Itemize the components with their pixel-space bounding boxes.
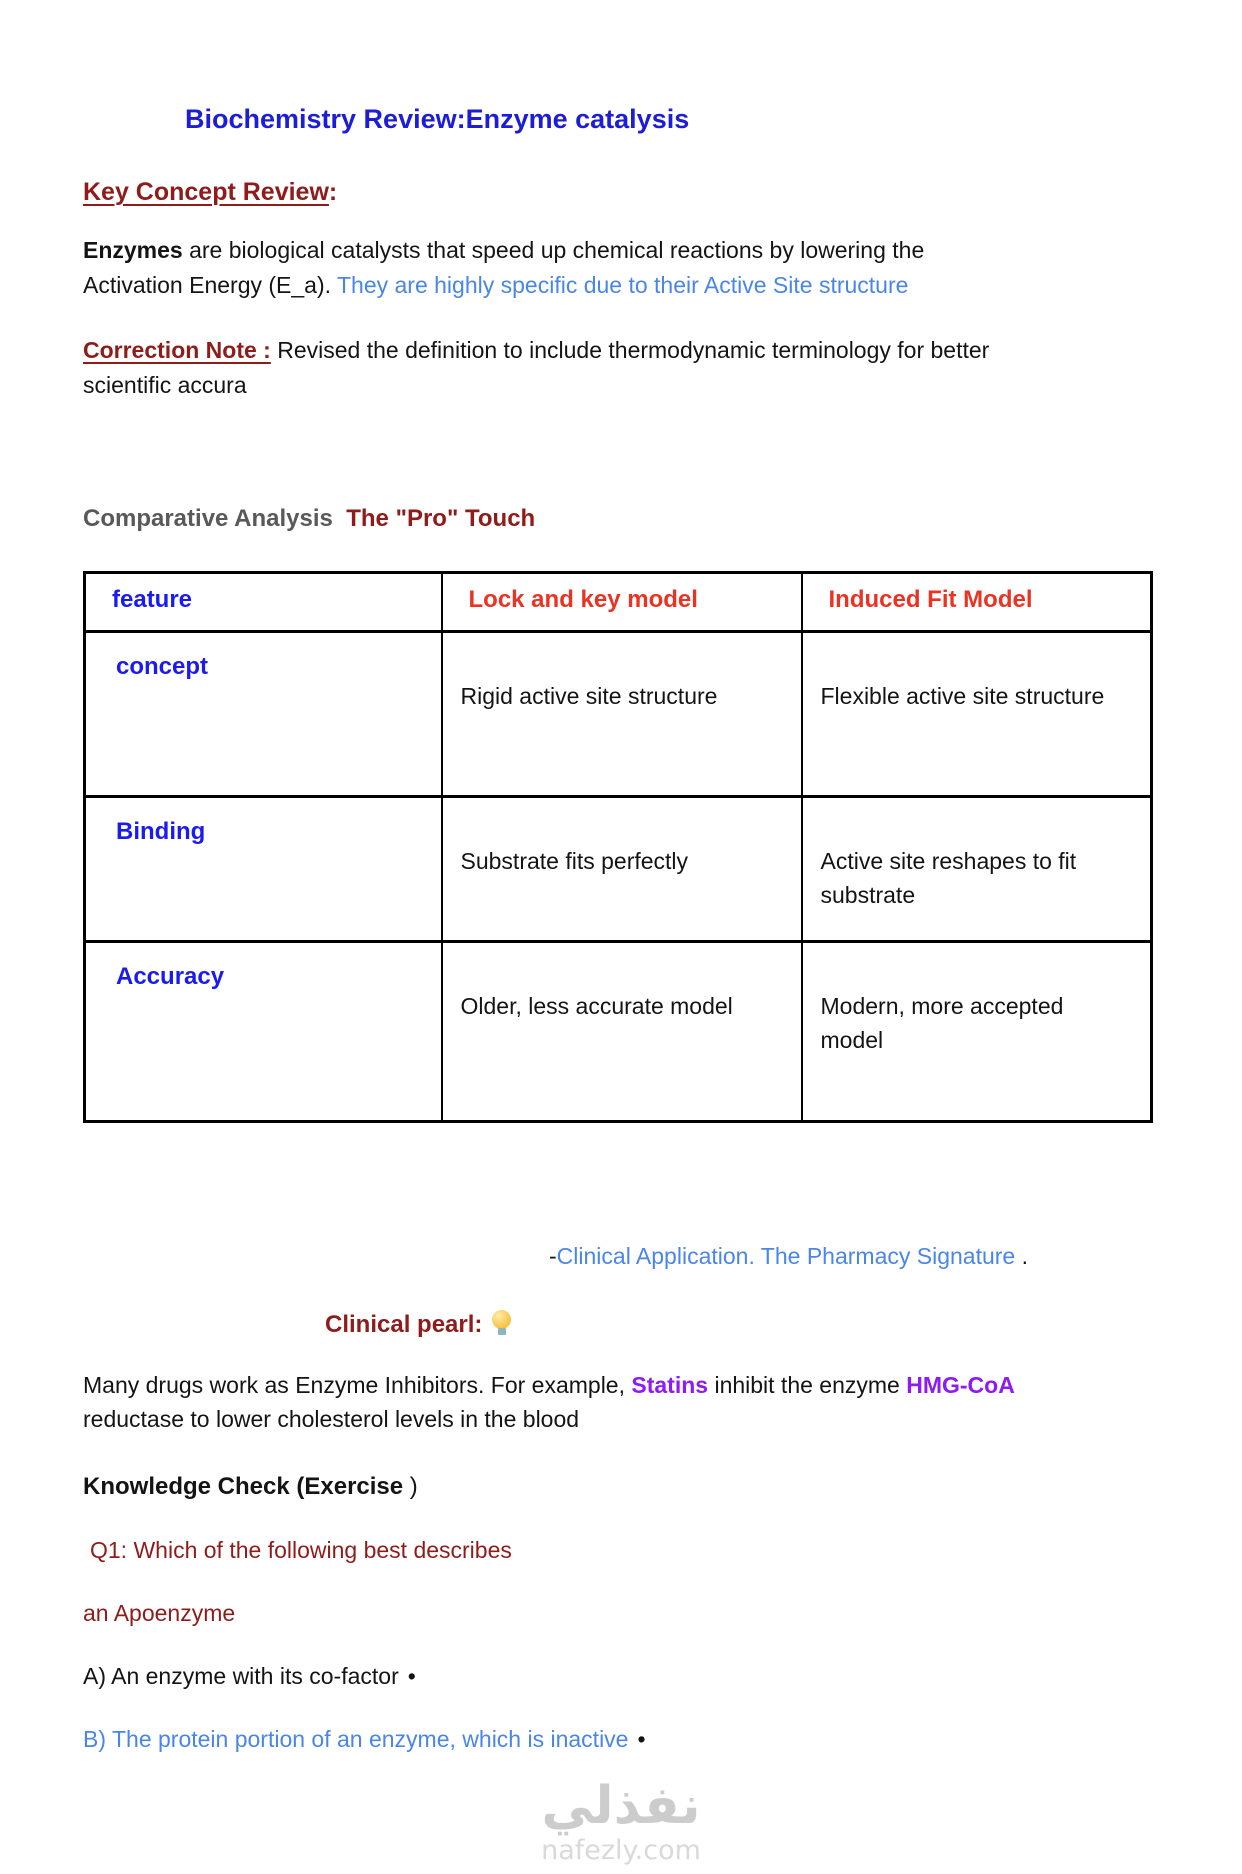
cell-concept-lock-key: Rigid active site structure [442,632,802,797]
watermark-logo-arabic: نفذلي [541,1776,701,1836]
row-label-concept: concept [85,632,442,797]
clinical-pearl-label: Clinical pearl: [325,1311,483,1338]
answer-option-b-bullet: • [637,1726,646,1752]
correction-note-paragraph [83,333,1173,403]
cell-concept-induced-fit: Flexible active site structure [802,632,1152,797]
correction-note-line2: scientific accura [83,372,247,398]
key-concept-heading [83,178,337,207]
knowledge-check-paren: ) [403,1473,418,1500]
row-label-accuracy: Accuracy [85,942,442,1122]
answer-option-b-text: B) The protein portion of an enzyme, which is inactive [83,1726,629,1752]
pro-touch-label: The "Pro" Touch [346,505,536,532]
comparison-table [83,571,1153,1123]
hmg-coa-term: HMG-CoA [906,1372,1015,1398]
clinical-application-line [549,1243,1028,1270]
answer-option-b [83,1726,646,1753]
enzymes-term: Enzymes [83,237,183,263]
watermark-domain: nafezly.com [541,1835,701,1866]
key-concept-heading-colon: : [328,178,338,206]
clinical-application-text: Clinical Application. The Pharmacy Signature [556,1243,1016,1269]
clinical-pearl-heading [325,1310,514,1339]
cell-accuracy-induced-fit [802,942,1152,1122]
clinical-application-period: . [1015,1243,1028,1269]
key-concept-heading-text: Key Concept Review [83,178,329,206]
heading-spacer [333,505,346,532]
enzymes-paragraph [83,233,1173,303]
table-header-lock-and-key: Lock and key model [442,573,802,632]
cell-accuracy-induced-fit-line1: Modern, more accepted [820,993,1064,1019]
clinical-application-dash: - [549,1243,557,1269]
answer-option-a-bullet: • [407,1663,416,1689]
statins-paragraph-t1: Many drugs work as Enzyme Inhibitors. For example, [83,1372,632,1398]
lightbulb-emoji [490,1310,514,1336]
statins-paragraph [83,1368,1173,1436]
knowledge-check-heading [83,1473,418,1501]
comparative-analysis-heading [83,505,535,533]
correction-note-label: Correction Note : [83,337,271,363]
table-header-feature: feature [85,573,442,632]
cell-binding-induced-fit-line1: Active site reshapes to fit [820,848,1077,874]
enzymes-paragraph-line2: Activation Energy (E_a). [83,272,337,298]
answer-option-a-text: A) An enzyme with its co-factor [83,1663,399,1689]
answer-option-a [83,1663,416,1690]
table-row-binding [85,797,1152,942]
correction-note-line1: Revised the definition to include thermodynamic terminology for better [270,337,990,363]
table-header-row [85,573,1152,632]
comparative-analysis-label: Comparative Analysis [83,505,333,532]
table-header-induced-fit: Induced Fit Model [802,573,1152,632]
question-1-text: Q1: Which of the following best describes [90,1537,512,1563]
cell-binding-induced-fit-line2: substrate [820,882,916,908]
statins-paragraph-line2: reductase to lower cholesterol levels in the blood [83,1406,580,1432]
enzymes-paragraph-line1: are biological catalysts that speed up chemical reactions by lowering the [182,237,925,263]
row-label-binding: Binding [85,797,442,942]
active-site-note: They are highly specific due to their Active Site structure [336,272,909,298]
table-row-accuracy [85,942,1152,1122]
question-1-subject: an Apoenzyme [83,1600,236,1626]
page-title: Biochemistry Review:Enzyme catalysis [185,104,690,134]
watermark [0,1778,1242,1866]
knowledge-check-bold: Knowledge Check (Exercise [83,1473,404,1500]
cell-binding-induced-fit [802,797,1152,942]
cell-binding-lock-key: Substrate fits perfectly [442,797,802,942]
cell-accuracy-lock-key: Older, less accurate model [442,942,802,1122]
cell-accuracy-induced-fit-line2: model [820,1027,884,1053]
statins-term: Statins [631,1372,709,1398]
table-row-concept [85,632,1152,797]
statins-paragraph-t2: inhibit the enzyme [708,1372,907,1398]
